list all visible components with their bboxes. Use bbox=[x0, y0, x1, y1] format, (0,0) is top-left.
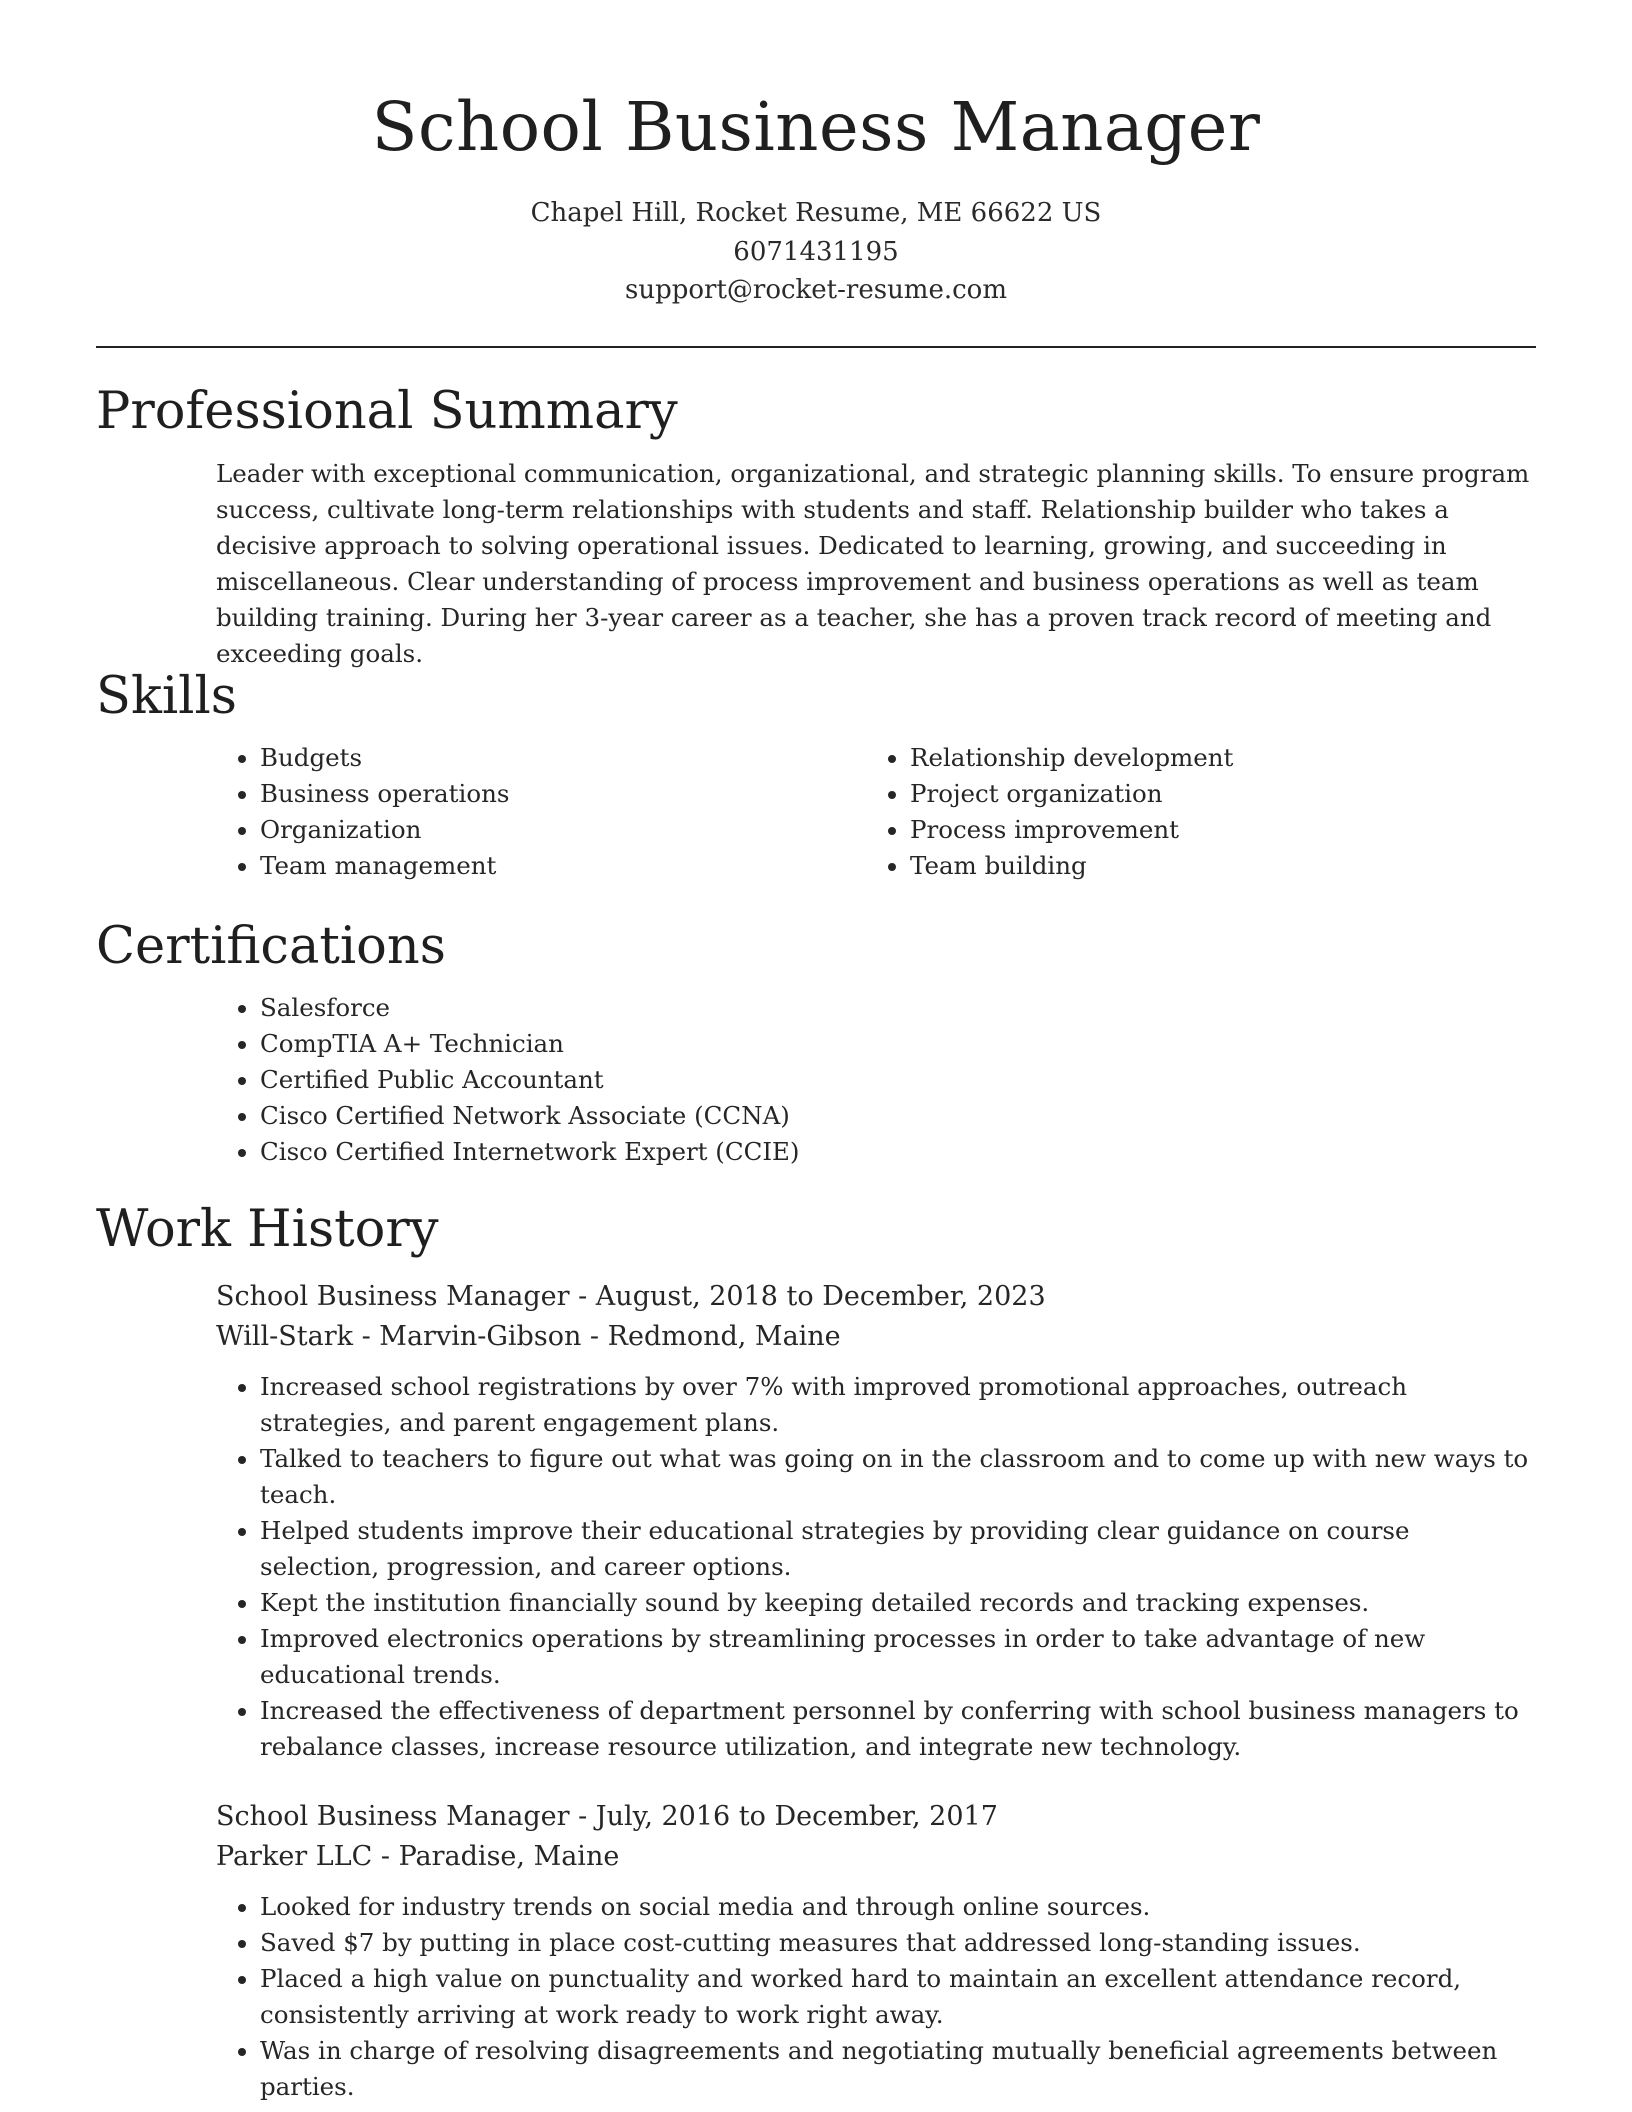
job-bullet: • Talked to teachers to figure out what was going on in the classroom and to come up with new ways to teach. bbox=[260, 1441, 1536, 1513]
job-company-line: Will-Stark - Marvin-Gibson - Redmond, Maine bbox=[216, 1321, 841, 1352]
skill-item: • Budgets bbox=[260, 740, 866, 776]
job-bullet: • Was in charge of resolving disagreements and negotiating mutually beneficial agreements between parties. bbox=[260, 2033, 1536, 2105]
summary-text: Leader with exceptional communication, organizational, and strategic planning skills. To ensure program success, cultivate long-term relationships with students and staff. Relationship builder who takes a decisive approach to solving operational issues. Dedicated to learning, growing, and succeeding in miscellaneous. Clear understanding of process improvement and business operations as well as team building training. During her 3-year career as a teacher, she has a proven track record of meeting and exceeding goals. bbox=[216, 459, 1530, 668]
work-history-section bbox=[96, 1198, 1536, 2105]
summary-section bbox=[96, 380, 1536, 672]
job-bullet: • Placed a high value on punctuality and worked hard to maintain an excellent attendance record, consistently arriving at work ready to work right away. bbox=[260, 1961, 1536, 2033]
job-bullets bbox=[216, 1889, 1536, 2105]
resume-page bbox=[96, 0, 1536, 2101]
job-bullet: • Helped students improve their educational strategies by providing clear guidance on course selection, progression, and career options. bbox=[260, 1513, 1536, 1585]
job-bullet: • Looked for industry trends on social media and through online sources. bbox=[260, 1889, 1536, 1925]
skill-item: • Organization bbox=[260, 812, 866, 848]
header-divider bbox=[96, 346, 1536, 348]
contact-email: support@rocket-resume.com bbox=[624, 275, 1007, 305]
skill-item: • Team building bbox=[910, 848, 1516, 884]
job-bullet: • Increased the effectiveness of department personnel by conferring with school business managers to rebalance classes, increase resource utilization, and integrate new technology. bbox=[260, 1693, 1536, 1765]
job-entry bbox=[216, 1277, 1536, 1357]
contact-block bbox=[96, 194, 1536, 310]
skill-item: • Team management bbox=[260, 848, 866, 884]
job-bullets bbox=[216, 1369, 1536, 1765]
work-history-heading: Work History bbox=[96, 1200, 439, 1259]
job-bullet: • Kept the institution financially sound by keeping detailed records and tracking expenses. bbox=[260, 1585, 1536, 1621]
skill-item: • Relationship development bbox=[910, 740, 1516, 776]
contact-phone: 6071431195 bbox=[733, 236, 899, 267]
certifications-section bbox=[96, 915, 1536, 1170]
job-bullet: • Improved electronics operations by streamlining processes in order to take advantage of new educational trends. bbox=[260, 1621, 1536, 1693]
certifications-heading: Certifications bbox=[96, 917, 446, 976]
summary-heading: Professional Summary bbox=[96, 382, 678, 441]
certification-item: • Cisco Certified Internetwork Expert (CCIE) bbox=[260, 1134, 1536, 1170]
job-entry bbox=[216, 1797, 1536, 1877]
resume-header bbox=[96, 0, 1536, 348]
job-bullet: • Saved $7 by putting in place cost-cutting measures that addressed long-standing issues. bbox=[260, 1925, 1536, 1961]
job-company-line: Parker LLC - Paradise, Maine bbox=[216, 1841, 620, 1872]
certifications-list bbox=[216, 990, 1536, 1170]
skills-column-left bbox=[216, 740, 866, 884]
certification-item: • Salesforce bbox=[260, 990, 1536, 1026]
certification-item: • CompTIA A+ Technician bbox=[260, 1026, 1536, 1062]
skills-heading: Skills bbox=[96, 667, 237, 726]
job-title-line: School Business Manager - July, 2016 to December, 2017 bbox=[216, 1801, 998, 1832]
skills-grid bbox=[216, 740, 1536, 884]
certification-item: • Certified Public Accountant bbox=[260, 1062, 1536, 1098]
skill-item: • Project organization bbox=[910, 776, 1516, 812]
skills-column-right bbox=[866, 740, 1516, 884]
job-title-line: School Business Manager - August, 2018 to December, 2023 bbox=[216, 1281, 1046, 1312]
skills-section bbox=[96, 665, 1536, 884]
contact-address: Chapel Hill, Rocket Resume, ME 66622 US bbox=[530, 198, 1102, 228]
job-bullet: • Increased school registrations by over 7% with improved promotional approaches, outreach strategies, and parent engagement plans. bbox=[260, 1369, 1536, 1441]
skill-item: • Business operations bbox=[260, 776, 866, 812]
certification-item: • Cisco Certified Network Associate (CCNA) bbox=[260, 1098, 1536, 1134]
resume-name: School Business Manager bbox=[371, 88, 1261, 166]
skill-item: • Process improvement bbox=[910, 812, 1516, 848]
